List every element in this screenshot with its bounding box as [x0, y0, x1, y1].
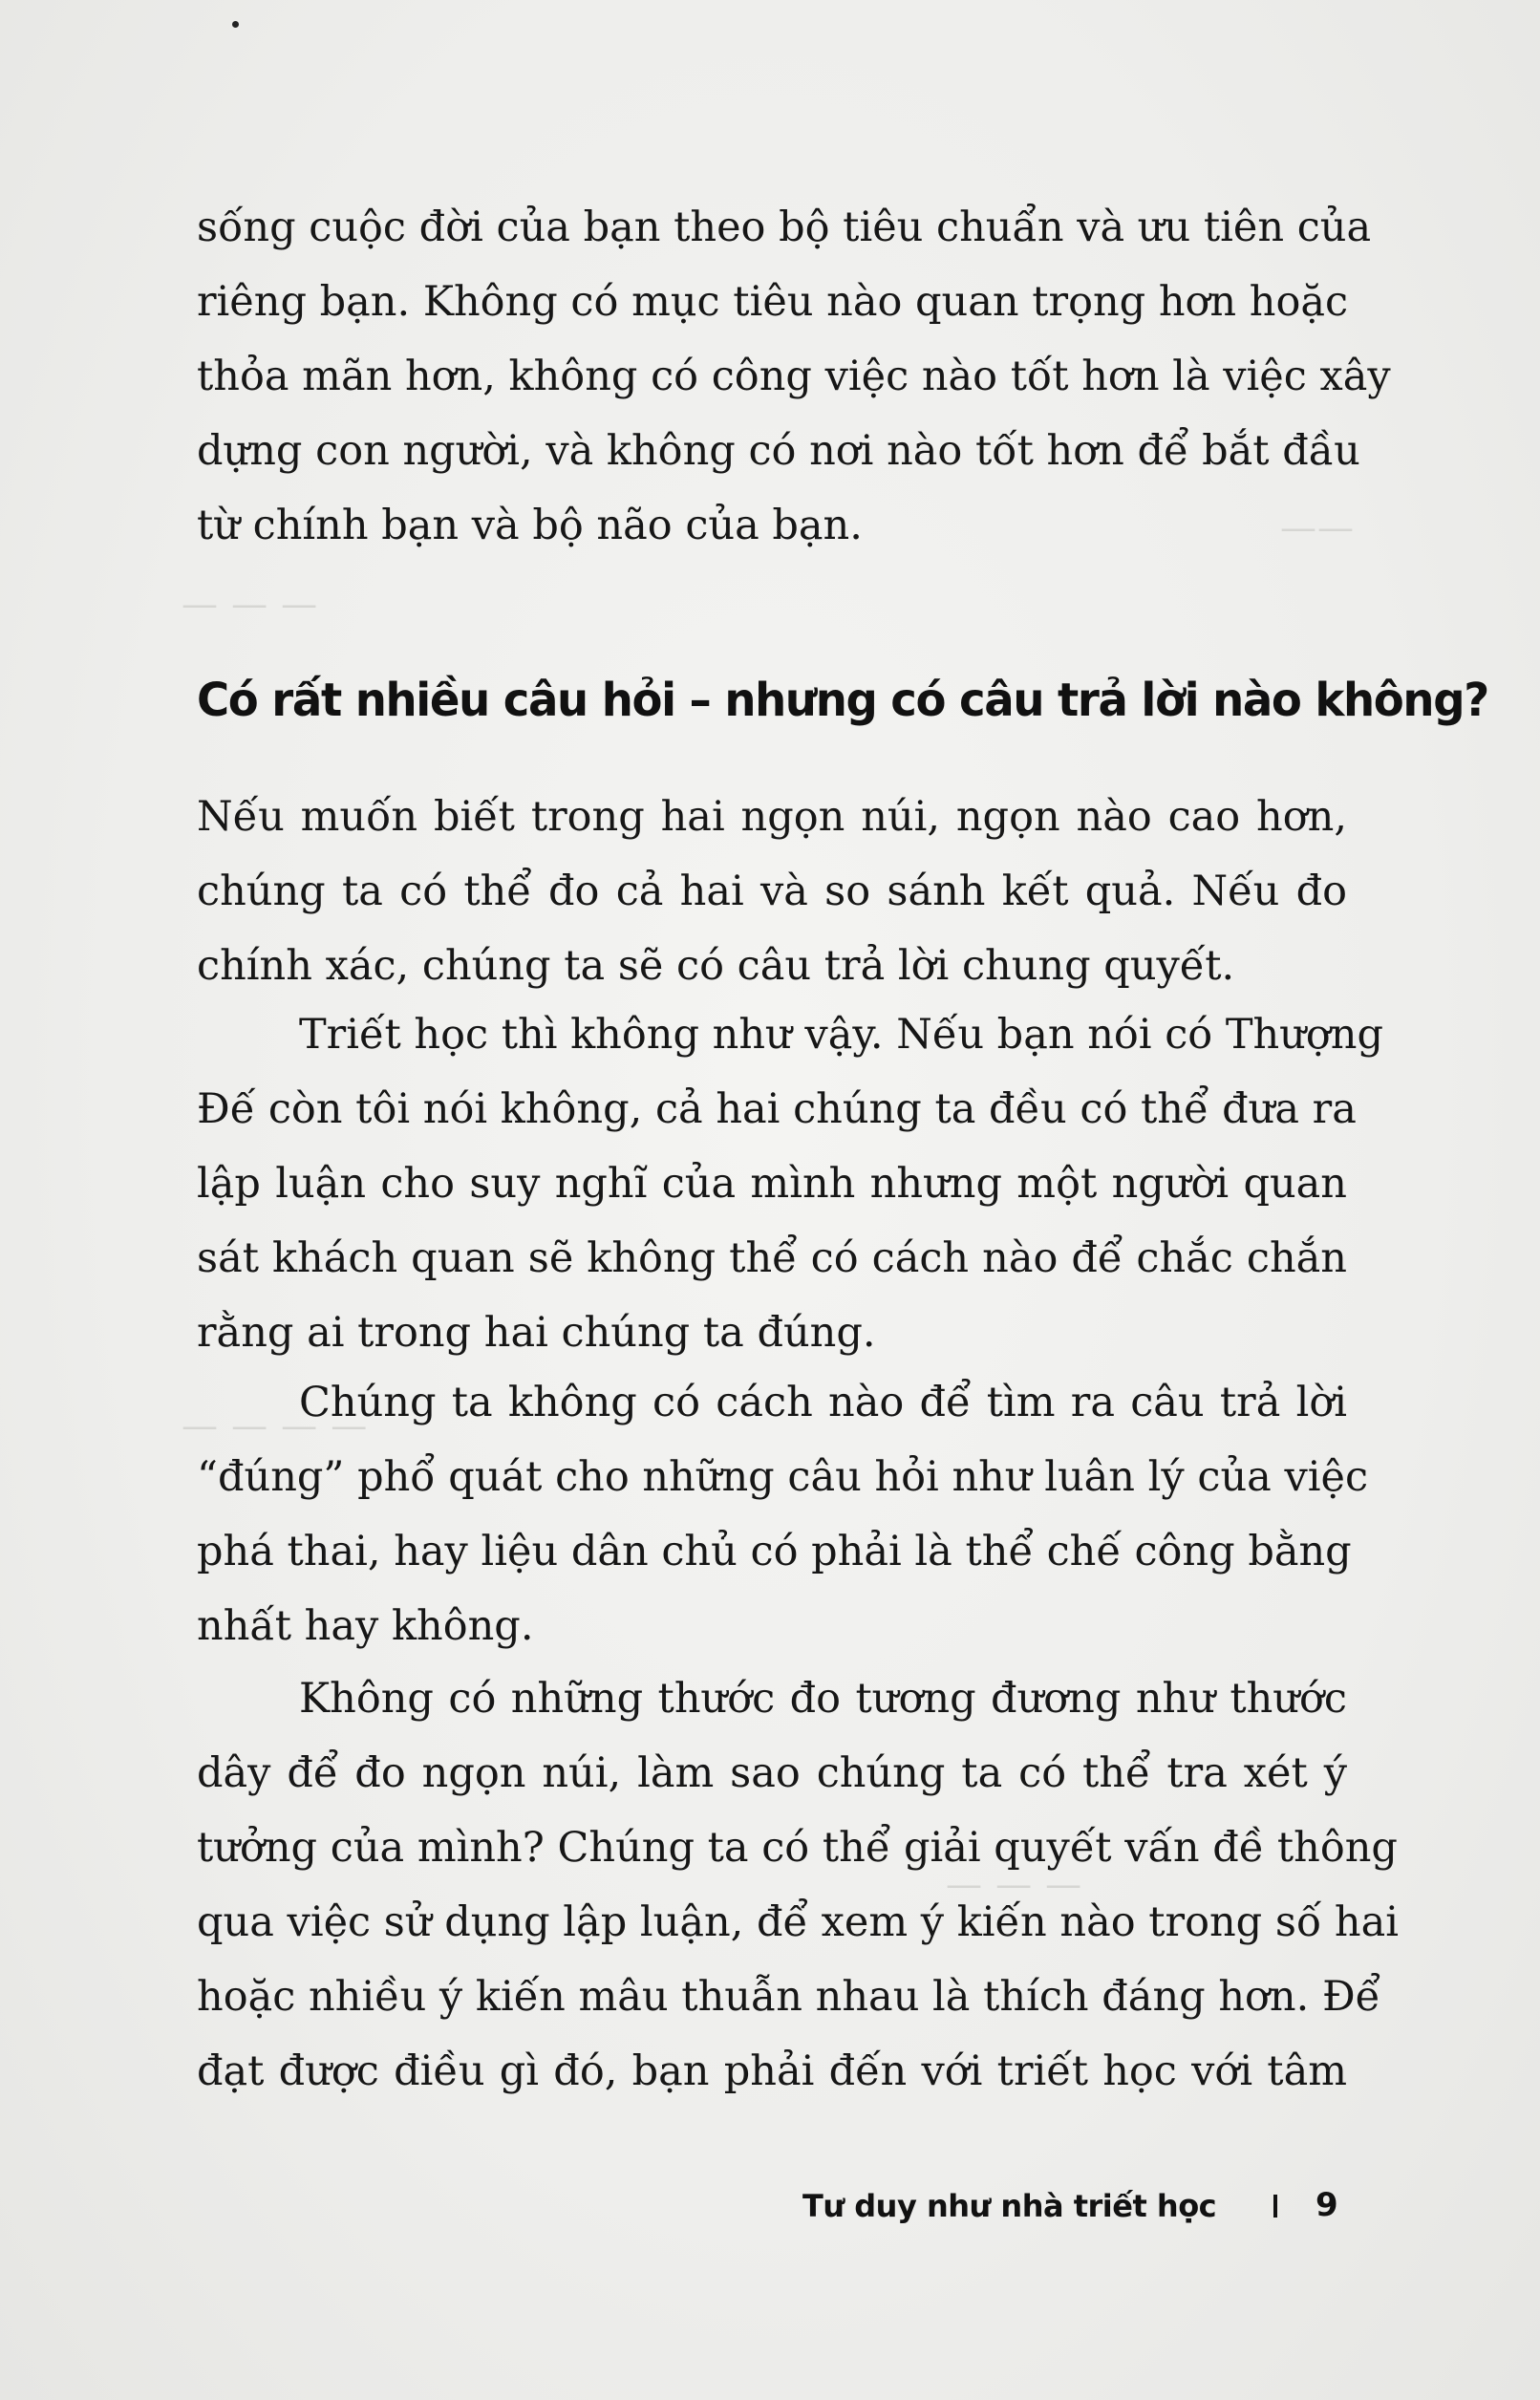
body-text-line: thỏa mãn hơn, không có công việc nào tốt hơn là việc xây — [197, 353, 1391, 400]
print-speck — [232, 21, 239, 28]
show-through-mark: — — — — [182, 583, 319, 625]
body-text-line: chúng ta có thể đo cả hai và so sánh kết quả. Nếu đo — [197, 868, 1347, 915]
body-text-line: Không có những thước đo tương đương như thước — [299, 1675, 1347, 1723]
body-text-line: Chúng ta không có cách nào để tìm ra câu trả lời — [299, 1379, 1347, 1426]
show-through-mark: — — — — [946, 1863, 1083, 1905]
body-text-line: dựng con người, và không có nơi nào tốt hơn để bắt đầu — [197, 427, 1360, 475]
running-footer-title: Tư duy như nhà triết học — [802, 2188, 1217, 2224]
body-text-line: lập luận cho suy nghĩ của mình nhưng một người quan — [197, 1160, 1347, 1208]
body-text-line: rằng ai trong hai chúng ta đúng. — [197, 1309, 876, 1357]
body-text-line: Triết học thì không như vậy. Nếu bạn nói có Thượng — [299, 1011, 1384, 1059]
body-text-line: Nếu muốn biết trong hai ngọn núi, ngọn nào cao hơn, — [197, 793, 1347, 841]
body-text-line: riêng bạn. Không có mục tiêu nào quan trọng hơn hoặc — [197, 278, 1349, 326]
page-number: 9 — [1315, 2186, 1338, 2224]
show-through-mark: —— — [1280, 506, 1355, 548]
body-text-line: dây để đo ngọn núi, làm sao chúng ta có thể tra xét ý — [197, 1749, 1347, 1797]
body-text-line: chính xác, chúng ta sẽ có câu trả lời chung quyết. — [197, 942, 1235, 990]
body-text-line: phá thai, hay liệu dân chủ có phải là thể chế công bằng — [197, 1528, 1352, 1575]
section-heading: Có rất nhiều câu hỏi – nhưng có câu trả lời nào không? — [197, 674, 1488, 727]
body-text-line: tưởng của mình? Chúng ta có thể giải quyết vấn đề thông — [197, 1824, 1398, 1872]
body-text-line: “đúng” phổ quát cho những câu hỏi như luân lý của việc — [197, 1453, 1369, 1501]
body-text-line: Đế còn tôi nói không, cả hai chúng ta đều có thể đưa ra — [197, 1085, 1357, 1133]
body-text-line: sát khách quan sẽ không thể có cách nào để chắc chắn — [197, 1234, 1347, 1282]
body-text-line: qua việc sử dụng lập luận, để xem ý kiến nào trong số hai — [197, 1898, 1400, 1946]
body-text-line: nhất hay không. — [197, 1602, 534, 1650]
footer-separator — [1273, 2195, 1277, 2218]
body-text-line: đạt được điều gì đó, bạn phải đến với triết học với tâm — [197, 2047, 1347, 2095]
body-text-line: hoặc nhiều ý kiến mâu thuẫn nhau là thích đáng hơn. Để — [197, 1973, 1381, 2021]
body-text-line: sống cuộc đời của bạn theo bộ tiêu chuẩn và ưu tiên của — [197, 204, 1372, 251]
body-text-line: từ chính bạn và bộ não của bạn. — [197, 502, 863, 549]
show-through-mark: — — — — — [182, 1404, 369, 1446]
